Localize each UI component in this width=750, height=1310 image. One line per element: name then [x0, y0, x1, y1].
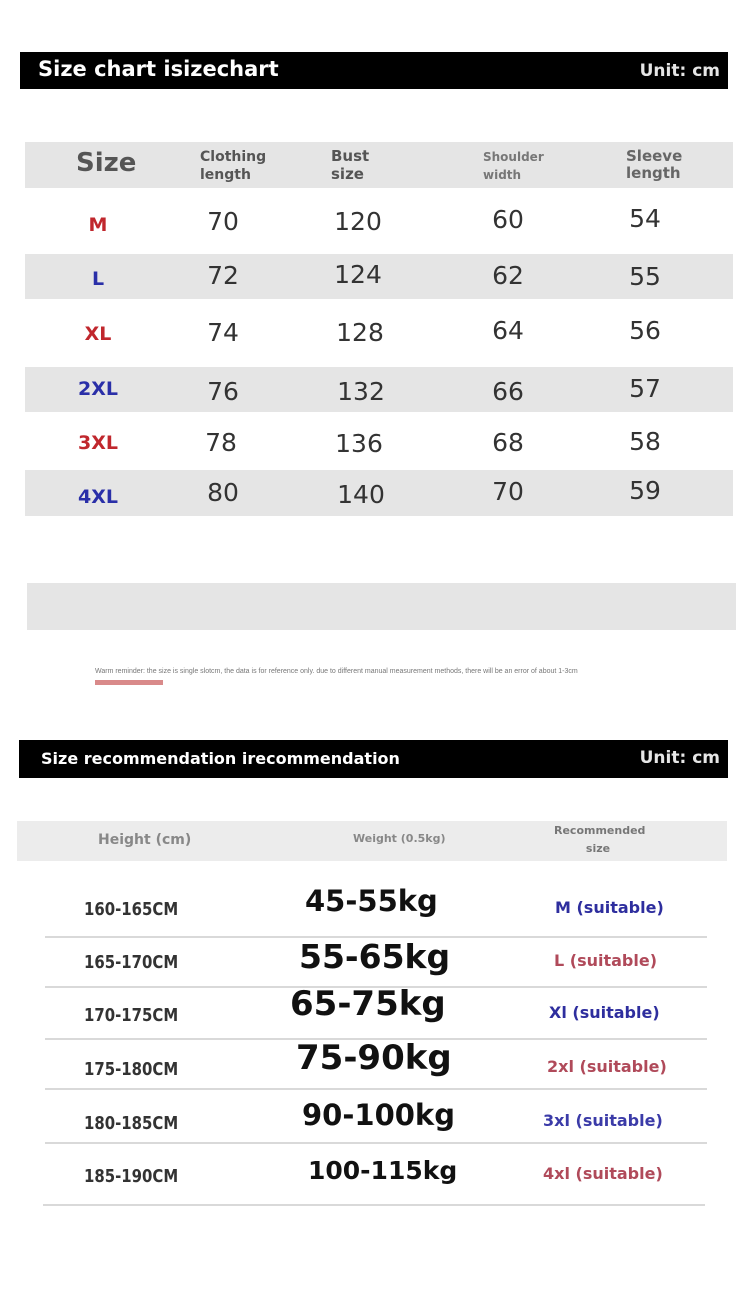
clothing-length-value: 74 [207, 318, 239, 347]
header-size: Size [76, 148, 137, 178]
height-value: 175-180CM [84, 1059, 179, 1080]
size-label: 3XL [78, 432, 118, 454]
height-value: 165-170CM [84, 952, 179, 973]
bust-size-value: 132 [337, 377, 385, 406]
shoulder-width-value: 62 [492, 261, 524, 290]
row-divider [45, 1142, 707, 1144]
size-label: XL [84, 323, 112, 345]
header-height: Height (cm) [98, 832, 192, 848]
bust-size-value: 136 [335, 429, 383, 458]
height-value: 160-165CM [84, 899, 179, 920]
sleeve-length-value: 56 [629, 316, 661, 345]
recommended-size-value: Xl (suitable) [549, 1003, 660, 1022]
header-shoulder-width: Shoulder width [483, 150, 544, 182]
height-value: 170-175CM [84, 1005, 179, 1026]
recommended-size-value: L (suitable) [554, 951, 658, 970]
shoulder-width-value: 68 [492, 428, 524, 457]
size-label: 2XL [78, 378, 118, 400]
bust-size-value: 140 [337, 480, 385, 509]
weight-value: 100-115kg [308, 1156, 458, 1185]
warm-reminder: Warm reminder: the size is single slotcm, the data is for reference only. due to different manual measurement methods, there will be an error of about 1-3cm [95, 668, 578, 675]
row-divider [43, 1204, 705, 1206]
shoulder-width-value: 64 [492, 316, 524, 345]
sleeve-length-value: 59 [629, 476, 661, 505]
size-label: 4XL [78, 486, 118, 508]
recommendation-title: Size recommendation irecommendation [41, 749, 400, 768]
sleeve-length-value: 58 [629, 427, 661, 456]
clothing-length-value: 70 [207, 207, 239, 236]
empty-band [27, 583, 736, 630]
header-recommended-size: Recommended size [554, 824, 646, 855]
size-label: L [91, 268, 105, 290]
bust-size-value: 124 [334, 260, 382, 289]
header-weight: Weight (0.5kg) [353, 832, 446, 845]
weight-value: 55-65kg [299, 937, 451, 976]
shoulder-width-value: 60 [492, 205, 524, 234]
recommended-size-value: M (suitable) [555, 898, 664, 917]
bust-size-value: 120 [334, 207, 382, 236]
row-divider [45, 1088, 707, 1090]
height-value: 180-185CM [84, 1113, 179, 1134]
height-value: 185-190CM [84, 1166, 179, 1187]
header-bust-size: Bust size [331, 147, 370, 183]
size-chart-unit: Unit: cm [639, 61, 720, 81]
shoulder-width-value: 66 [492, 377, 524, 406]
header-sleeve-length: Sleeve length [626, 147, 683, 182]
weight-value: 45-55kg [305, 884, 438, 918]
size-chart-title: Size chart isizechart [38, 57, 279, 81]
clothing-length-value: 78 [205, 428, 237, 457]
recommended-size-value: 2xl (suitable) [547, 1057, 667, 1076]
reminder-underline [95, 680, 163, 685]
size-chart-banner [20, 52, 728, 89]
recommended-size-value: 3xl (suitable) [543, 1111, 663, 1130]
size-label: M [88, 214, 108, 236]
clothing-length-value: 76 [207, 377, 239, 406]
sleeve-length-value: 54 [629, 204, 661, 233]
clothing-length-value: 80 [207, 478, 239, 507]
recommended-size-value: 4xl (suitable) [543, 1164, 663, 1183]
sleeve-length-value: 55 [629, 262, 661, 291]
weight-value: 90-100kg [302, 1098, 455, 1132]
sleeve-length-value: 57 [629, 374, 661, 403]
weight-value: 75-90kg [296, 1038, 452, 1078]
clothing-length-value: 72 [207, 261, 239, 290]
weight-value: 65-75kg [290, 984, 446, 1024]
recommendation-banner [19, 740, 728, 778]
recommendation-unit: Unit: cm [639, 748, 720, 768]
header-clothing-length: Clothing length [200, 149, 267, 183]
bust-size-value: 128 [336, 318, 384, 347]
shoulder-width-value: 70 [492, 477, 524, 506]
